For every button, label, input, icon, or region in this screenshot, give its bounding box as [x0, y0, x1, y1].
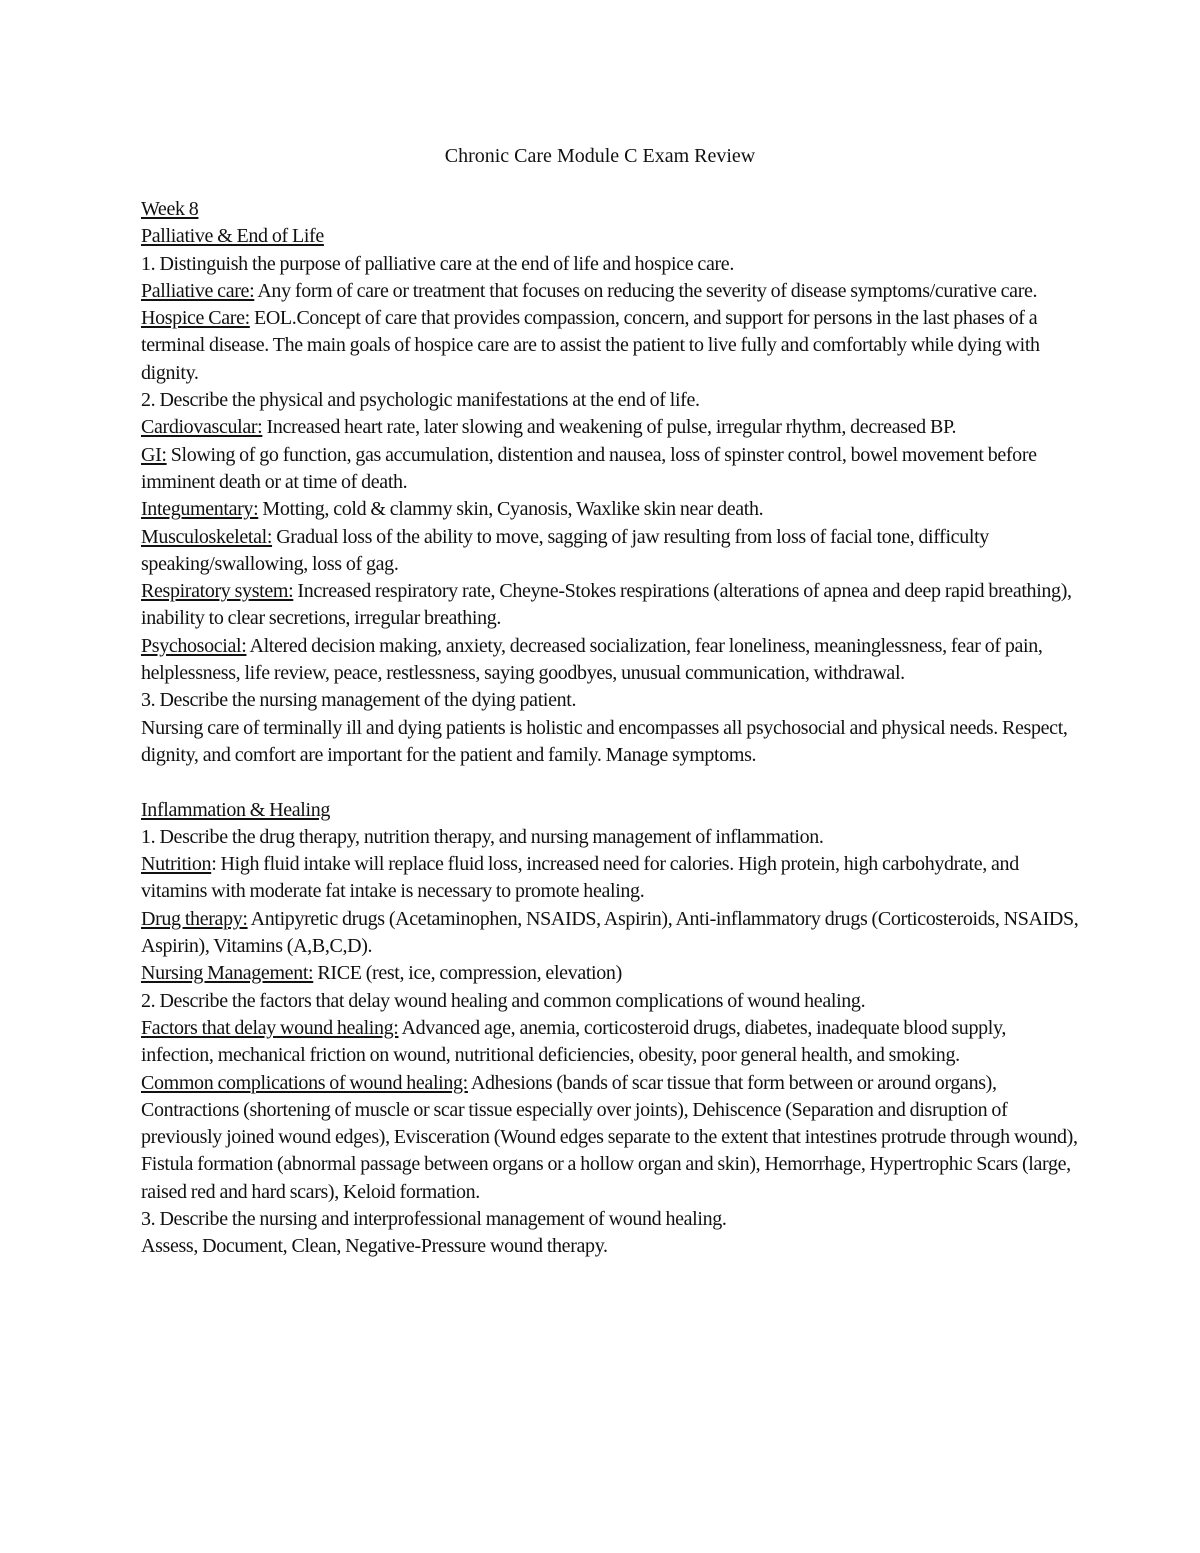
term-label: Integumentary: — [141, 498, 259, 521]
answer-nursing-care: Nursing care of terminally ill and dying patients is holistic and encompasses all psychosocial and physical needs. Respect, dignity, and comfort are important for the patient and family. Manage symptoms. — [141, 716, 1068, 766]
document-body — [141, 196, 1081, 1261]
term-label: Drug therapy: — [141, 907, 248, 930]
question-3: 3. Describe the nursing management of the dying patient. — [141, 689, 577, 712]
answer-nutrition — [141, 851, 1081, 906]
answer-delay-factors — [141, 1015, 1081, 1070]
term-text: Increased respiratory rate, Cheyne-Stokes respirations (alterations of apnea and deep rapid breathing), inability to clear secretions, irregular breathing. — [141, 580, 1072, 630]
term-text: Antipyretic drugs (Acetaminophen, NSAIDS, Aspirin), Anti-inflammatory drugs (Corticosteroids, NSAIDS, Aspirin), Vitamins (A,B,C,D). — [141, 907, 1079, 958]
document-title: Chronic Care Module C Exam Review — [444, 145, 756, 167]
term-label: GI: — [141, 443, 167, 466]
answer-integumentary — [141, 496, 1081, 523]
term-text: EOL.Concept of care that provides compassion, concern, and support for persons in the last phases of a terminal disease. The main goals of hospice care are to assist the patient to live fully and comfortably while dying with dignity. — [141, 307, 1040, 384]
term-label: Hospice Care: — [141, 307, 250, 330]
question-3: 3. Describe the nursing and interprofessional management of wound healing. — [141, 1207, 727, 1230]
section-heading-palliative: Palliative & End of Life — [141, 225, 324, 248]
term-label: Cardiovascular: — [141, 416, 263, 439]
answer-respiratory — [141, 578, 1081, 633]
term-label: Common complications of wound healing: — [141, 1071, 468, 1094]
answer-gi — [141, 442, 1081, 497]
answer-cardiovascular — [141, 414, 1081, 441]
term-label: Musculoskeletal: — [141, 525, 273, 548]
term-text: Any form of care or treatment that focuses on reducing the severity of disease symptoms/curative care. — [254, 279, 1038, 302]
answer-hospice-care — [141, 305, 1081, 387]
answer-drug-therapy — [141, 906, 1081, 961]
answer-psychosocial — [141, 633, 1081, 688]
week-heading: Week 8 — [141, 198, 199, 220]
section-heading-inflammation: Inflammation & Healing — [141, 798, 331, 821]
question-1: 1. Distinguish the purpose of palliative care at the end of life and hospice care. — [141, 252, 734, 275]
term-label: Nutrition — [141, 853, 212, 876]
term-text: : High fluid intake will replace fluid loss, increased need for calories. High protein, high carbohydrate, and vitamins with moderate fat intake is necessary to promote healing. — [141, 853, 1019, 903]
term-label: Palliative care: — [141, 279, 255, 302]
term-label: Psychosocial: — [141, 634, 247, 657]
term-text: Altered decision making, anxiety, decreased socialization, fear loneliness, meaninglessness, fear of pain, helplessness, life review, peace, restlessness, saying goodbyes, unusual communication, withdrawal. — [141, 634, 1043, 685]
term-text: Gradual loss of the ability to move, sagging of jaw resulting from loss of facial tone, difficulty speaking/swallowing, loss of gag. — [141, 525, 989, 575]
answer-palliative-care — [141, 278, 1081, 305]
question-2: 2. Describe the physical and psychologic manifestations at the end of life. — [141, 389, 700, 412]
term-text: Motting, cold & clammy skin, Cyanosis, Waxlike skin near death. — [258, 498, 764, 521]
term-text: Advanced age, anemia, corticosteroid drugs, diabetes, inadequate blood supply, infection, mechanical friction on wound, nutritional deficiencies, obesity, poor general health, and smoking. — [141, 1016, 1006, 1067]
answer-musculoskeletal — [141, 524, 1081, 579]
term-text: RICE (rest, ice, compression, elevation) — [313, 962, 622, 985]
question-1: 1. Describe the drug therapy, nutrition therapy, and nursing management of inflammation. — [141, 825, 824, 848]
term-label: Nursing Management: — [141, 962, 314, 985]
term-text: Adhesions (bands of scar tissue that form between or around organs), Contractions (shortening of muscle or scar tissue especially over joints), Dehiscence (Separation and disruption of previously joined wound edges), Evisceration (Wound edges separate to the extent that intestines protrude through wound), Fistula formation (abnormal passage between organs or a hollow organ and skin), Hemorrhage, Hypertrophic Scars (large, raised red and hard scars), Keloid formation. — [141, 1071, 1078, 1203]
term-label: Factors that delay wound healing: — [141, 1016, 399, 1039]
term-text: Slowing of go function, gas accumulation, distention and nausea, loss of spinster control, bowel movement before imminent death or at time of death. — [141, 443, 1037, 493]
answer-complications — [141, 1070, 1081, 1206]
answer-nursing-management — [141, 960, 1081, 987]
question-2: 2. Describe the factors that delay wound healing and common complications of wound healing. — [141, 989, 866, 1012]
section-spacer — [141, 769, 1081, 796]
term-text: Increased heart rate, later slowing and weakening of pulse, irregular rhythm, decreased BP. — [262, 416, 957, 439]
term-label: Respiratory system: — [141, 580, 294, 603]
answer-wound-management: Assess, Document, Clean, Negative-Pressure wound therapy. — [141, 1235, 608, 1258]
